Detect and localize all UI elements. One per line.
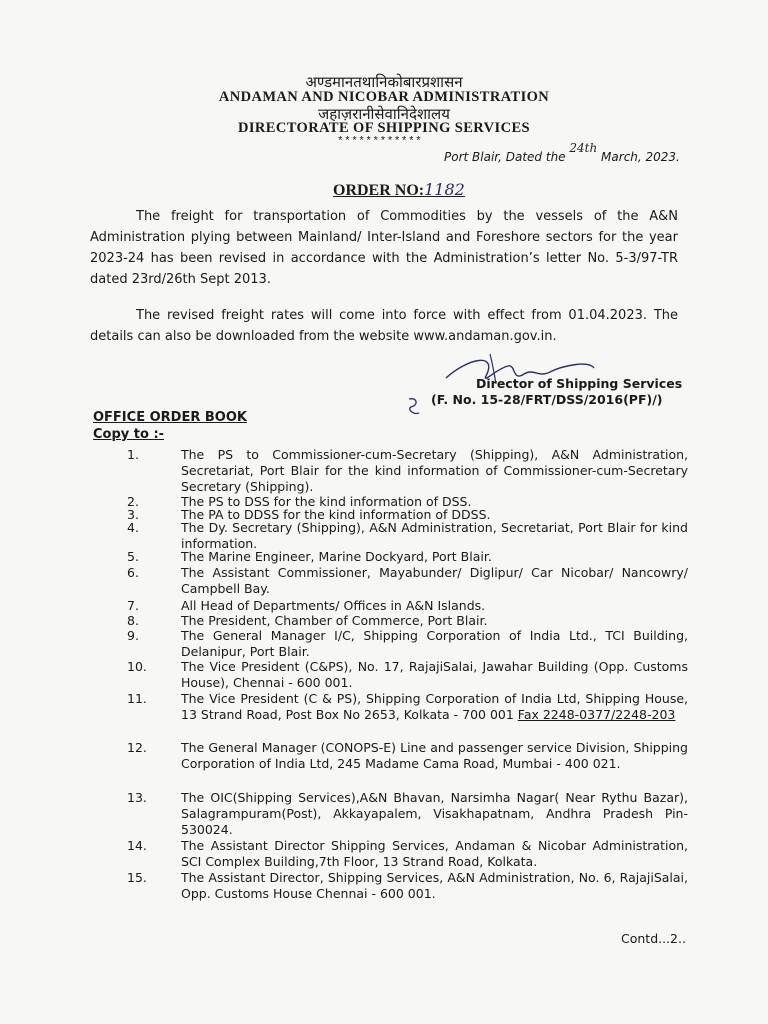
date-prefix: Port Blair, Dated the bbox=[444, 150, 566, 164]
item-number: 2. bbox=[127, 494, 139, 509]
item-number: 1. bbox=[127, 447, 139, 462]
directorate-heading: DIRECTORATE OF SHIPPING SERVICES bbox=[237, 120, 530, 136]
item-text: The OIC(Shipping Services),A&N Bhavan, Narsimha Nagar( Near Rythu Bazar), Salagrampuram(Post), Akkayapalem, Visakhapatnam, Andhra Pradesh Pin-530024. bbox=[181, 790, 688, 837]
continued-note: Contd...2.. bbox=[621, 931, 686, 946]
item-number: 15. bbox=[127, 870, 147, 885]
order-number-heading bbox=[333, 180, 465, 200]
item-text-main: The Vice President (C & PS), Shipping Corporation of India Ltd, Shipping House, 13 Strand Road, Post Box No 2653, Kolkata - 700 001 bbox=[181, 691, 688, 722]
item-text: The Assistant Director, Shipping Services, A&N Administration, No. 6, RajajiSalai, Opp. Customs House Chennai - 600 001. bbox=[181, 870, 688, 901]
item-number: 4. bbox=[127, 520, 139, 535]
item-number: 10. bbox=[127, 659, 147, 674]
item-text: All Head of Departments/ Offices in A&N Islands. bbox=[181, 598, 486, 613]
item-text: The Vice President (C&PS), No. 17, RajajiSalai, Jawahar Building (Opp. Customs House), Chennai - 600 001. bbox=[181, 659, 688, 690]
item-number: 13. bbox=[127, 790, 147, 805]
item-text: The Dy. Secretary (Shipping), A&N Administration, Secretariat, Port Blair for kind information. bbox=[181, 520, 688, 551]
item-text: The General Manager I/C, Shipping Corporation of India Ltd., TCI Building, Delanipur, Port Blair. bbox=[181, 628, 688, 659]
item-text: The President, Chamber of Commerce, Port Blair. bbox=[181, 613, 488, 628]
paragraph-freight-revision: The freight for transportation of Commodities by the vessels of the A&N Administration plying between Mainland/ Inter-Island and Foreshore sectors for the year 2023-24 has been revised in accordance with the Administration’s letter No. 5-3/97-TR dated 23rd/26th Sept 2013. bbox=[90, 209, 678, 287]
file-number: (F. No. 15-28/FRT/DSS/2016(PF)/) bbox=[431, 392, 663, 407]
separator-stars: ************ bbox=[337, 136, 423, 148]
item-text bbox=[181, 691, 688, 723]
item-text: The Assistant Commissioner, Mayabunder/ Diglipur/ Car Nicobar/ Nancowry/ Campbell Bay. bbox=[181, 565, 688, 596]
date-suffix: March, 2023. bbox=[601, 150, 680, 164]
item-number: 3. bbox=[127, 507, 139, 522]
signatory-title: Director of Shipping Services bbox=[476, 376, 683, 391]
order-label: ORDER NO: bbox=[333, 182, 425, 199]
copy-to-label: Copy to :- bbox=[93, 427, 165, 442]
paragraph-effective-date: The revised freight rates will come into force with effect from 01.04.2023. The details can also be downloaded from the website www.andaman.gov.in. bbox=[90, 308, 678, 344]
handwritten-order-number: 1182 bbox=[424, 180, 465, 199]
item-number: 7. bbox=[127, 598, 139, 613]
item-text: The Assistant Director Shipping Services, Andaman & Nicobar Administration, SCI Complex Building,7th Floor, 13 Strand Road, Kolkata. bbox=[181, 838, 688, 869]
item-text: The PA to DDSS for the kind information of DDSS. bbox=[181, 507, 491, 522]
item-number: 9. bbox=[127, 628, 139, 643]
item-number: 6. bbox=[127, 565, 139, 580]
item-number: 11. bbox=[127, 691, 147, 706]
fax-number: Fax 2248-0377/2248-203 bbox=[517, 707, 676, 722]
item-text: The PS to DSS for the kind information of DSS. bbox=[181, 494, 472, 509]
administration-heading: ANDAMAN AND NICOBAR ADMINISTRATION bbox=[218, 89, 550, 105]
item-number: 8. bbox=[127, 613, 139, 628]
date-line bbox=[444, 141, 680, 164]
item-number: 12. bbox=[127, 740, 147, 755]
handwritten-day: 24th bbox=[569, 141, 598, 155]
office-order-book-label: OFFICE ORDER BOOK bbox=[93, 410, 247, 425]
item-text: The Marine Engineer, Marine Dockyard, Port Blair. bbox=[181, 549, 492, 564]
item-number: 5. bbox=[127, 549, 139, 564]
item-text: The PS to Commissioner-cum-Secretary (Shipping), A&N Administration, Secretariat, Port Blair for the kind information of Commissioner-cum-Secretary Secretary (Shipping). bbox=[181, 447, 688, 494]
item-text: The General Manager (CONOPS-E) Line and passenger service Division, Shipping Corporation of India Ltd, 245 Madame Cama Road, Mumbai - 400 021. bbox=[181, 740, 688, 771]
hindi-administration-heading: अण्डमानतथानिकोबारप्रशासन bbox=[305, 73, 463, 91]
item-number: 14. bbox=[127, 838, 147, 853]
hindi-directorate-heading: जहाज़रानीसेवानिदेशालय bbox=[318, 105, 450, 123]
initial-mark bbox=[405, 395, 423, 417]
